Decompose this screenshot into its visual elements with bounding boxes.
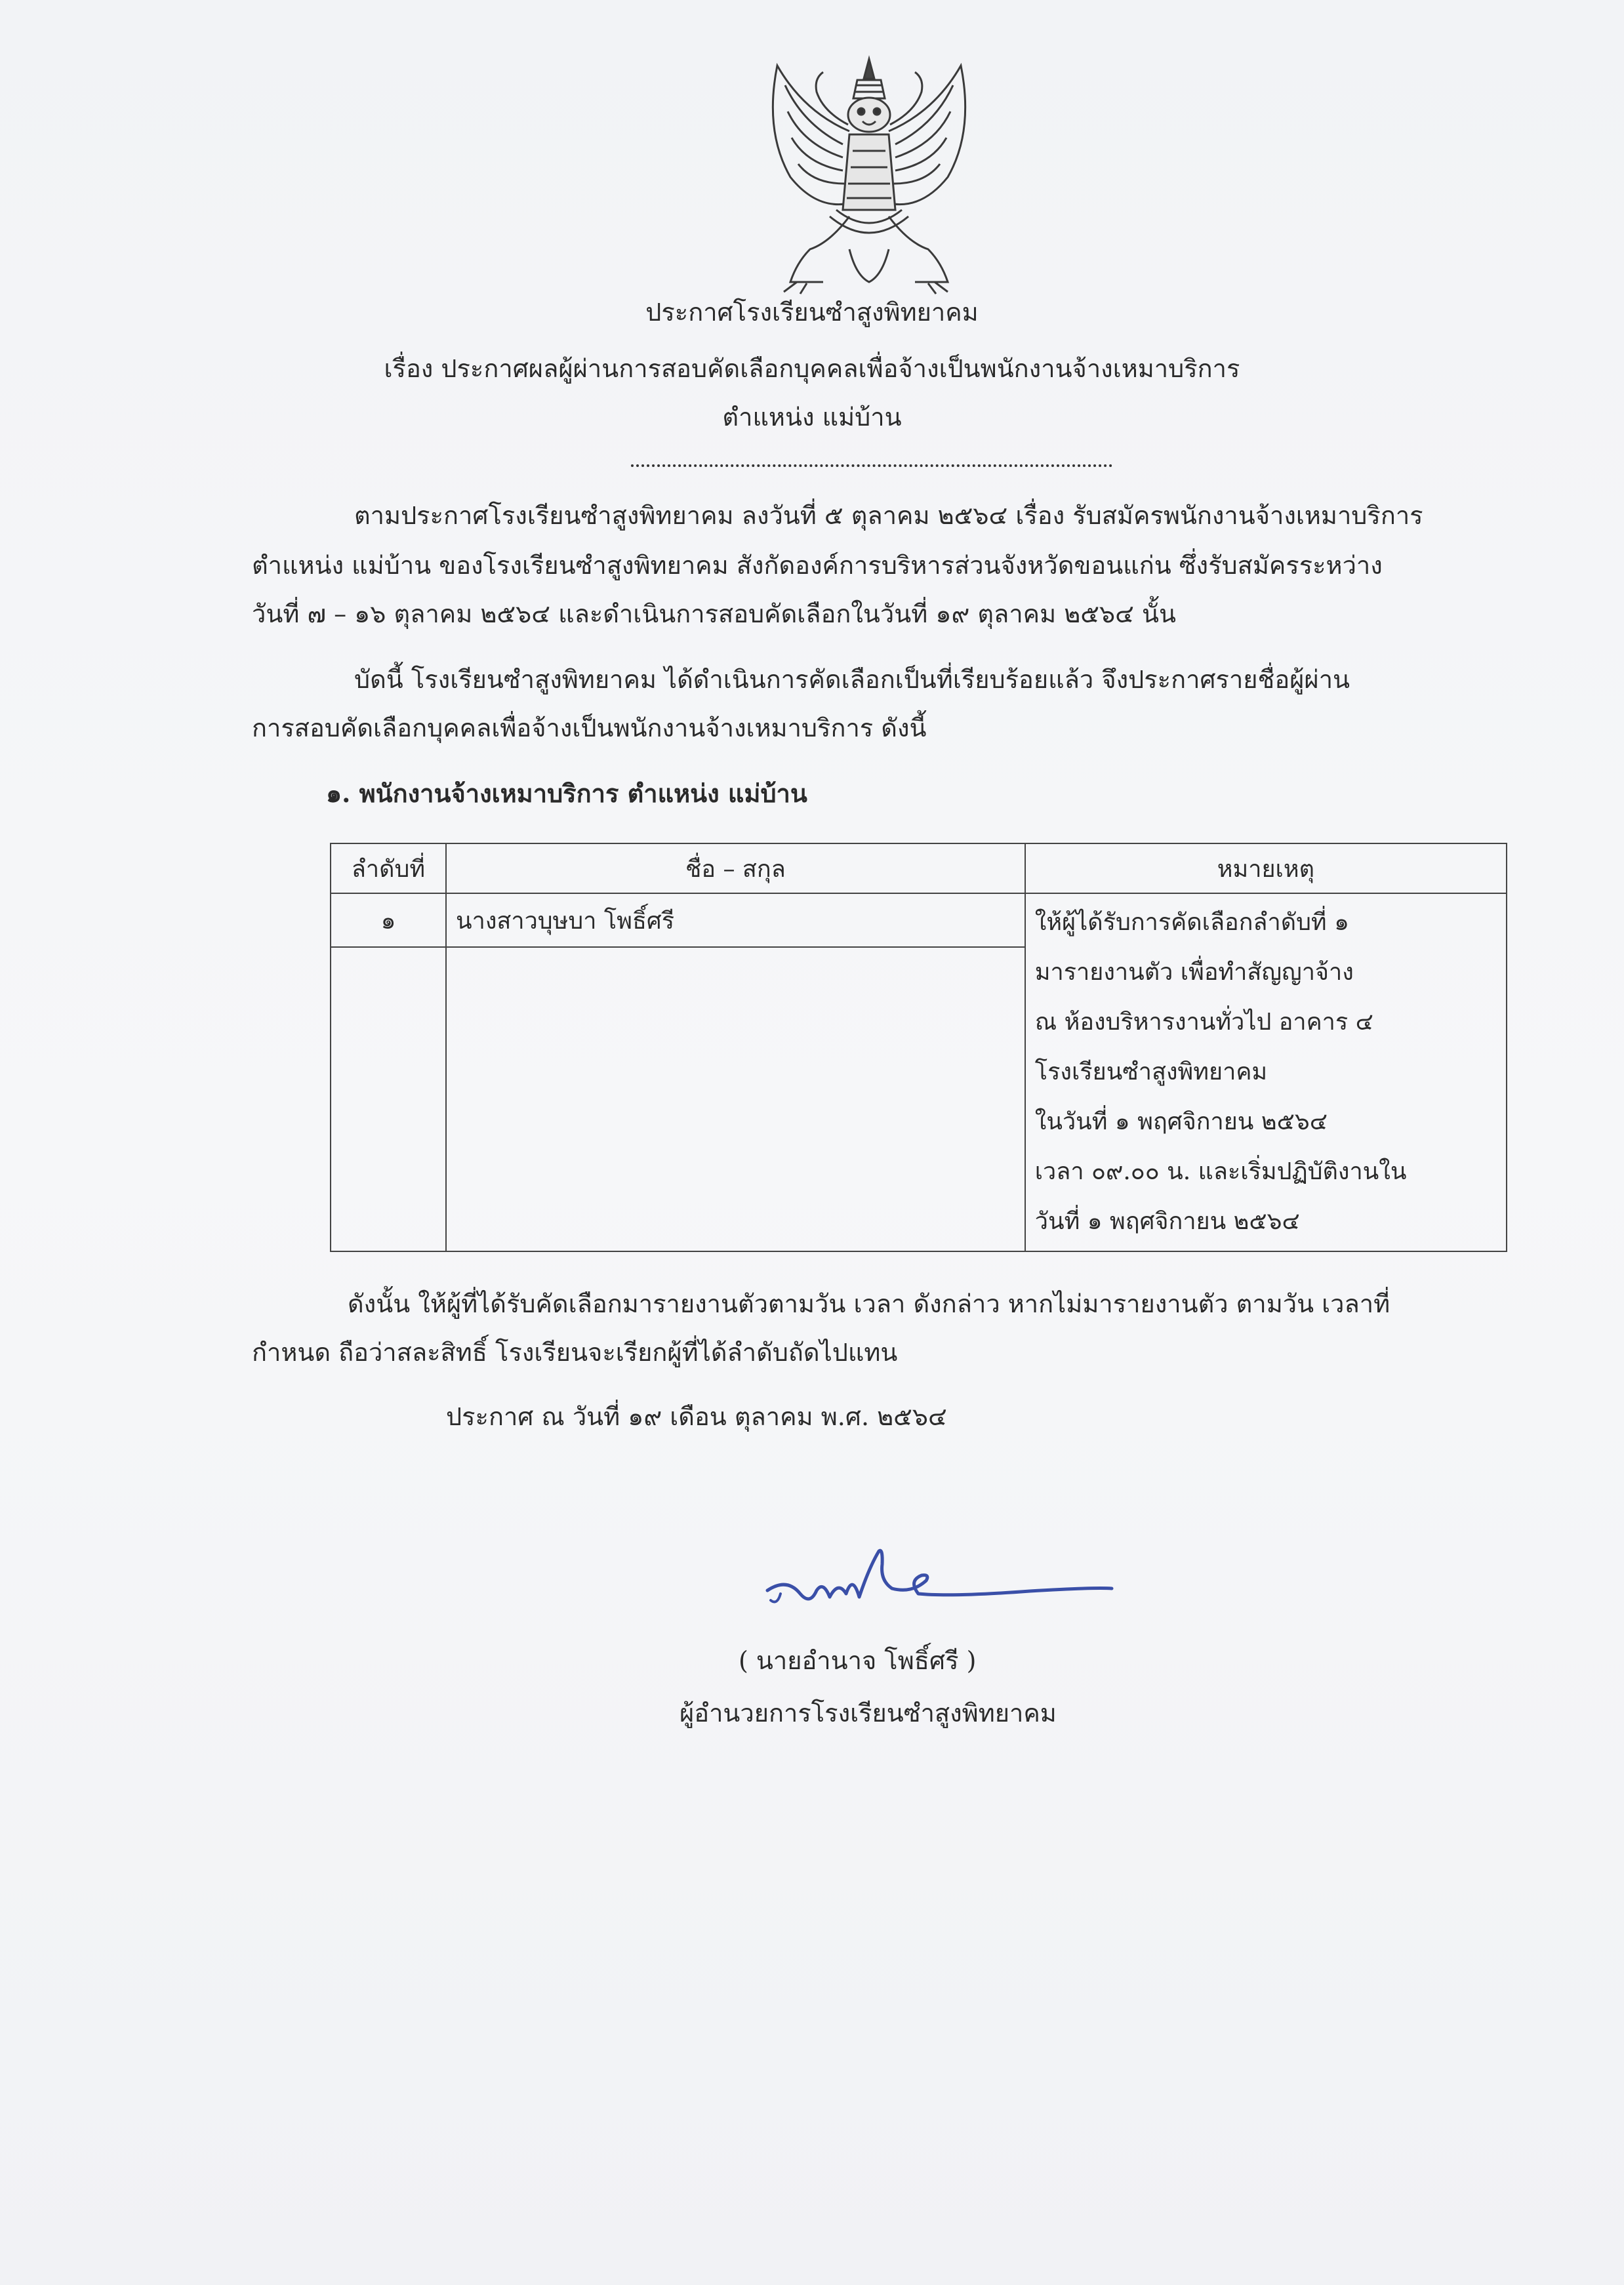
announcement-position: ตำแหน่ง แม่บ้าน: [722, 403, 902, 432]
signer-title: ผู้อำนวยการโรงเรียนซำสูงพิทยาคม: [680, 1699, 1057, 1728]
note-line: ในวันที่ ๑ พฤศจิกายน ๒๕๖๔: [1034, 1108, 1328, 1135]
para1-line2: ตำแหน่ง แม่บ้าน ของโรงเรียนซำสูงพิทยาคม สังกัดองค์การบริหารส่วนจังหวัดขอนแก่น ซึ่งรับสมัครระหว่าง: [252, 551, 1383, 580]
announcement-title: ประกาศโรงเรียนซำสูงพิทยาคม: [645, 298, 979, 327]
note-line: ให้ผู้ได้รับการคัดเลือกลำดับที่ ๑: [1034, 909, 1349, 936]
section-heading: ๑. พนักงานจ้างเหมาบริการ ตำแหน่ง แม่บ้าน: [326, 779, 807, 808]
empty-cell: [331, 947, 446, 1251]
header-notes: หมายเหตุ: [1025, 843, 1507, 893]
note-line: โรงเรียนซำสูงพิทยาคม: [1034, 1059, 1268, 1085]
note-line: ณ ห้องบริหารงานทั่วไป อาคาร ๔: [1034, 1009, 1373, 1036]
table-header-row: [331, 843, 1507, 893]
note-line: เวลา ๐๙.๐๐ น. และเริ่มปฏิบัติงานใน: [1034, 1158, 1407, 1185]
results-table: [330, 843, 1507, 1252]
empty-cell: [446, 947, 1025, 1251]
para2-line2: การสอบคัดเลือกบุคคลเพื่อจ้างเป็นพนักงานจ้างเหมาบริการ ดังนี้: [252, 714, 927, 742]
header-name: ชื่อ – สกุล: [446, 843, 1025, 893]
announcement-subject: เรื่อง ประกาศผลผู้ผ่านการสอบคัดเลือกบุคคลเพื่อจ้างเป็นพนักงานจ้างเหมาบริการ: [384, 354, 1240, 383]
para3-line1: ดังนั้น ให้ผู้ที่ได้รับคัดเลือกมารายงานตัวตามวัน เวลา ดังกล่าว หากไม่มารายงานตัว ตามวัน เวลาที่: [348, 1289, 1391, 1318]
row-name: นางสาวบุษบา โพธิ์ศรี: [446, 893, 1025, 947]
para3-line2: กำหนด ถือว่าสละสิทธิ์ โรงเรียนจะเรียกผู้ที่ได้ลำดับถัดไปแทน: [252, 1338, 898, 1367]
row-order: ๑: [331, 893, 446, 947]
garuda-emblem-icon: [751, 52, 987, 295]
announce-date: ประกาศ ณ วันที่ ๑๙ เดือน ตุลาคม พ.ศ. ๒๕๖๔: [446, 1402, 947, 1431]
note-line: มารายงานตัว เพื่อทำสัญญาจ้าง: [1034, 959, 1354, 986]
table-row: [331, 893, 1507, 947]
para1-line1: ตามประกาศโรงเรียนซำสูงพิทยาคม ลงวันที่ ๕ ตุลาคม ๒๕๖๔ เรื่อง รับสมัครพนักงานจ้างเหมาบริการ: [354, 501, 1423, 530]
signer-name: ( นายอำนาจ โพธิ์ศรี ): [739, 1646, 977, 1675]
row-notes: [1025, 893, 1507, 1251]
para1-line3: วันที่ ๗ – ๑๖ ตุลาคม ๒๕๖๔ และดำเนินการสอบคัดเลือกในวันที่ ๑๙ ตุลาคม ๒๕๖๔ นั้น: [252, 599, 1176, 628]
handwritten-signature: [754, 1528, 1122, 1627]
header-order: ลำดับที่: [331, 843, 446, 893]
para2-line1: บัดนี้ โรงเรียนซำสูงพิทยาคม ได้ดำเนินการคัดเลือกเป็นที่เรียบร้อยแล้ว จึงประกาศรายชื่อผู้ผ่าน: [354, 665, 1350, 694]
note-line: วันที่ ๑ พฤศจิกายน ๒๕๖๔: [1034, 1208, 1300, 1235]
dotted-divider: [631, 464, 1112, 467]
